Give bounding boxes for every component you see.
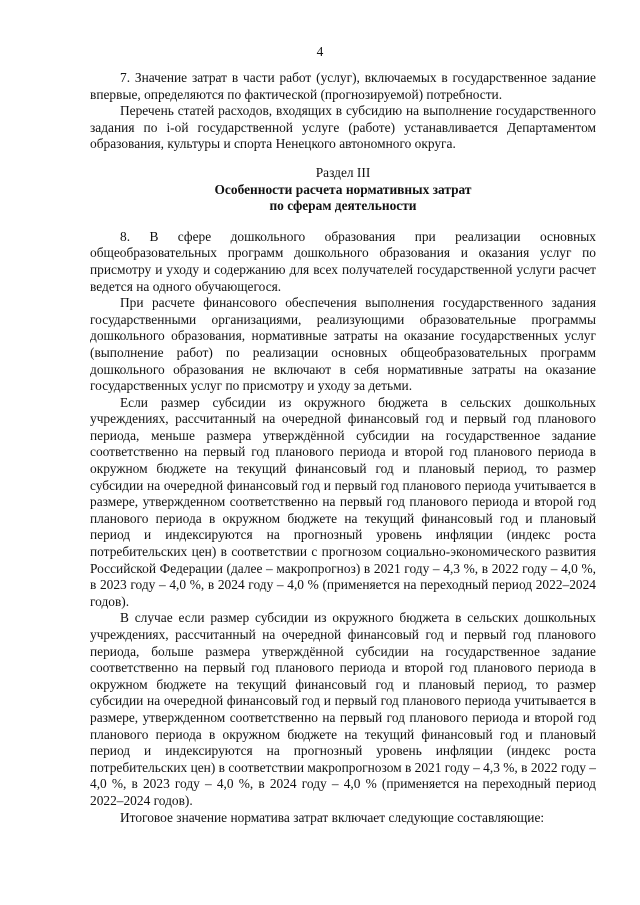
paragraph-final-value: Итоговое значение норматива затрат включает следующие составляющие: <box>120 809 545 825</box>
paragraph-expense-list: Перечень статей расходов, входящих в субсидию на выполнение государственного задания по i-ой государственной услуге (работе) устанавливается Департаментом образования, культуры и спорта Ненецкого автономного округа. <box>90 103 596 152</box>
paragraph-subsidy-less: Если размер субсидии из окружного бюджета в сельских дошкольных учреждениях, рассчитанный на очередной финансовый год и первый год планового периода, меньше размера утверждённой субсидии на государственное задание соответственно на первый год планового периода и второй год планового периода в окружном бюджете на текущий финансовый год и плановый период, то размер субсидии на очередной финансовый год и первый год планового периода учитывается в размере, утвержденном соответственно на первый год планового периода и второй год планового периода в окружном бюджете на текущий финансовый год и плановый период и индексируются на прогнозный уровень инфляции (индекс роста потребительских цен) в соответствии с прогнозом социально-экономического развития Российской Федерации (далее – макропрогноз) в 2021 году – 4,3 %, в 2022 году – 4,0 %, в 2023 году – 4,0 %, в 2024 году – 4,0 % (применяется на переходный период 2022–2024 годов). <box>90 394 596 609</box>
paragraph-8: 8. В сфере дошкольного образования при реализации основных общеобразовательных программ дошкольного образования и оказания услуг по присмотру и уходу и содержанию для всех получателей государственной услуги расчет ведется на одного обучающегося. <box>90 228 596 294</box>
section-title-line1: Особенности расчета нормативных затрат <box>214 181 472 197</box>
paragraph-subsidy-more: В случае если размер субсидии из окружного бюджета в сельских дошкольных учреждениях, рассчитанный на очередной финансовый год и первый год планового периода, больше размера утверждённой субсидии на государственное задание соответственно на первый год планового периода и второй год планового периода в окружном бюджете на текущий финансовый год и плановый период, то размер субсидии на очередной финансовый год и первый год планового периода учитывается в размере, утвержденном соответственно на первый год планового периода и второй год планового периода в окружном бюджете на текущий финансовый год и плановый период и индексируются на прогнозный уровень инфляции (индекс роста потребительских цен) в соответствии макропрогнозом в 2021 году – 4,3 %, в 2022 году – 4,0 %, в 2023 году – 4,0 %, в 2024 году – 4,0 % (применяется на переходный период 2022–2024 годов). <box>90 610 596 808</box>
paragraph-financing: При расчете финансового обеспечения выполнения государственного задания государственными организациями, реализующими образовательные программы дошкольного образования, нормативные затраты на оказание государственных услуг (выполнение работ) по реализации основных общеобразовательных программ дошкольного образования не включают в себя нормативные затраты на оказание государственных услуг по присмотру и уходу за детьми. <box>90 295 596 394</box>
document-body <box>90 70 596 826</box>
section-label: Раздел III <box>315 164 371 180</box>
section-title-line2: по сферам деятельности <box>269 198 417 214</box>
page-number: 4 <box>316 44 324 59</box>
paragraph-7: 7. Значение затрат в части работ (услуг), включаемых в государственное задание впервые, определяются по фактической (прогнозируемой) потребности. <box>90 70 596 102</box>
